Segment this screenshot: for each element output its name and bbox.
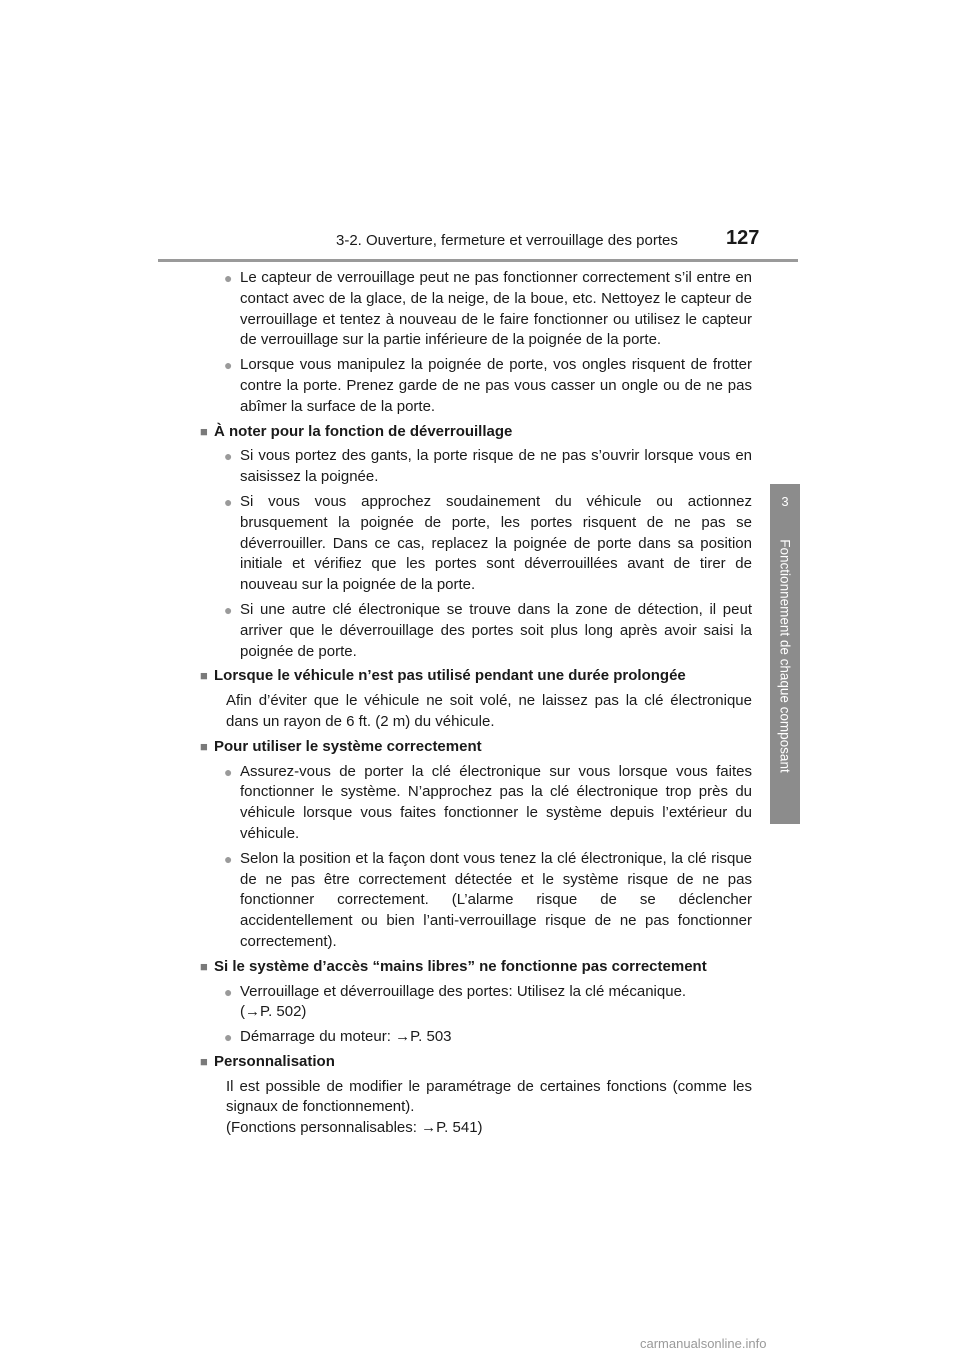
bullet-icon: ● bbox=[224, 1029, 233, 1046]
heading-text: À noter pour la fonction de déverrouillage bbox=[214, 422, 513, 440]
bullet-icon: ● bbox=[224, 983, 233, 1000]
page-reference: (→P. 502) bbox=[240, 1003, 307, 1021]
bullet-text: Verrouillage et déverrouillage des portes: Utilisez la clé mécanique. bbox=[240, 982, 687, 1000]
section-heading bbox=[200, 666, 752, 687]
bullet-item bbox=[214, 355, 752, 417]
bullet-icon: ● bbox=[224, 448, 233, 465]
side-tab-number: 3 bbox=[781, 494, 789, 509]
square-bullet-icon: ■ bbox=[200, 1053, 208, 1069]
bullet-text: Lorsque vous manipulez la poignée de porte, vos ongles risquent de frotter contre la porte. Prenez garde de ne pas vous casser un ongle ou de ne pas abîmer la surface de la porte. bbox=[240, 356, 752, 415]
heading-text: Lorsque le véhicule n’est pas utilisé pendant une durée prolongée bbox=[214, 667, 686, 685]
bullet-item bbox=[214, 762, 752, 845]
bullet-item bbox=[214, 849, 752, 953]
bullet-item bbox=[214, 1027, 752, 1048]
bullet-item bbox=[214, 492, 752, 596]
page-number: 127 bbox=[726, 227, 760, 249]
heading-text: Pour utiliser le système correctement bbox=[214, 737, 482, 755]
header-section-title: 3-2. Ouverture, fermeture et verrouillage des portes bbox=[336, 232, 678, 249]
section-heading bbox=[200, 957, 752, 978]
bullet-text: Démarrage du moteur: →P. 503 bbox=[240, 1028, 452, 1046]
bullet-text: Si une autre clé électronique se trouve dans la zone de détection, il peut arriver que le déverrouillage des portes soit plus long après avoir saisi la poignée de porte. bbox=[240, 600, 752, 660]
bullet-text: Selon la position et la façon dont vous tenez la clé électronique, la clé risque de ne pas être correctement détectée et le système risque de ne pas fonctionner correctement. (L’alarme risque de se déclencher accidentellement ou bien l’anti-verrouillage risque de ne pas fonctionner correctement). bbox=[240, 849, 752, 950]
section-heading bbox=[200, 1052, 752, 1073]
paragraph: Afin d’éviter que le véhicule ne soit volé, ne laissez pas la clé électronique dans un rayon de 6 ft. (2 m) du véhicule. bbox=[226, 692, 752, 730]
bullet-text: Si vous portez des gants, la porte risque de ne pas s’ouvrir lorsque vous en saisissez la poignée. bbox=[240, 447, 752, 486]
section-heading bbox=[200, 422, 752, 443]
bullet-text: Le capteur de verrouillage peut ne pas fonctionner correctement s’il entre en contact avec de la glace, de la neige, de la boue, etc. Nettoyez le capteur de verrouillage et tentez à nouveau de le faire fonctionner ou utilisez le capteur de verrouillage sur la partie inférieure de la poignée de la porte. bbox=[240, 269, 752, 349]
square-bullet-icon: ■ bbox=[200, 738, 208, 754]
bullet-icon: ● bbox=[224, 601, 233, 618]
bullet-icon: ● bbox=[224, 850, 233, 867]
paragraph-text: Il est possible de modifier le paramétrage de certaines fonctions (comme les signaux de fonctionnement). bbox=[226, 1077, 752, 1116]
bullet-icon: ● bbox=[224, 763, 233, 780]
header-rule bbox=[158, 259, 798, 262]
heading-text: Personnalisation bbox=[214, 1052, 335, 1070]
page-content bbox=[200, 268, 752, 1143]
bullet-text: Assurez-vous de porter la clé électronique sur vous lorsque vous faites fonctionner le système. N’approchez pas la clé électronique trop près du véhicule lorsque vous faites fonctionner le système depuis l’extérieur du véhicule. bbox=[240, 762, 752, 842]
bullet-item bbox=[214, 982, 752, 1024]
section-heading bbox=[200, 737, 752, 758]
bullet-icon: ● bbox=[224, 357, 233, 374]
side-tab-label: Fonctionnement de chaque composant bbox=[777, 539, 793, 773]
heading-text: Si le système d’accès “mains libres” ne fonctionne pas correctement bbox=[214, 957, 707, 975]
bullet-item bbox=[214, 600, 752, 662]
square-bullet-icon: ■ bbox=[200, 423, 208, 439]
watermark: carmanualsonline.info bbox=[640, 1336, 767, 1351]
square-bullet-icon: ■ bbox=[200, 958, 208, 974]
bullet-text: Si vous vous approchez soudainement du véhicule ou actionnez brusquement la poignée de porte, les portes risquent de ne pas se déverrouiller. Dans ce cas, replacez la poignée de porte dans sa position initiale et vérifiez que les portes sont déverrouillées avant de tirer de nouveau sur la poignée de la porte. bbox=[240, 492, 752, 594]
bullet-icon: ● bbox=[224, 270, 233, 286]
bullet-item bbox=[214, 446, 752, 488]
bullet-item bbox=[214, 268, 752, 351]
paragraph bbox=[214, 1077, 752, 1139]
square-bullet-icon: ■ bbox=[200, 668, 208, 684]
bullet-icon: ● bbox=[224, 493, 233, 510]
page-reference: (Fonctions personnalisables: →P. 541) bbox=[226, 1119, 483, 1137]
